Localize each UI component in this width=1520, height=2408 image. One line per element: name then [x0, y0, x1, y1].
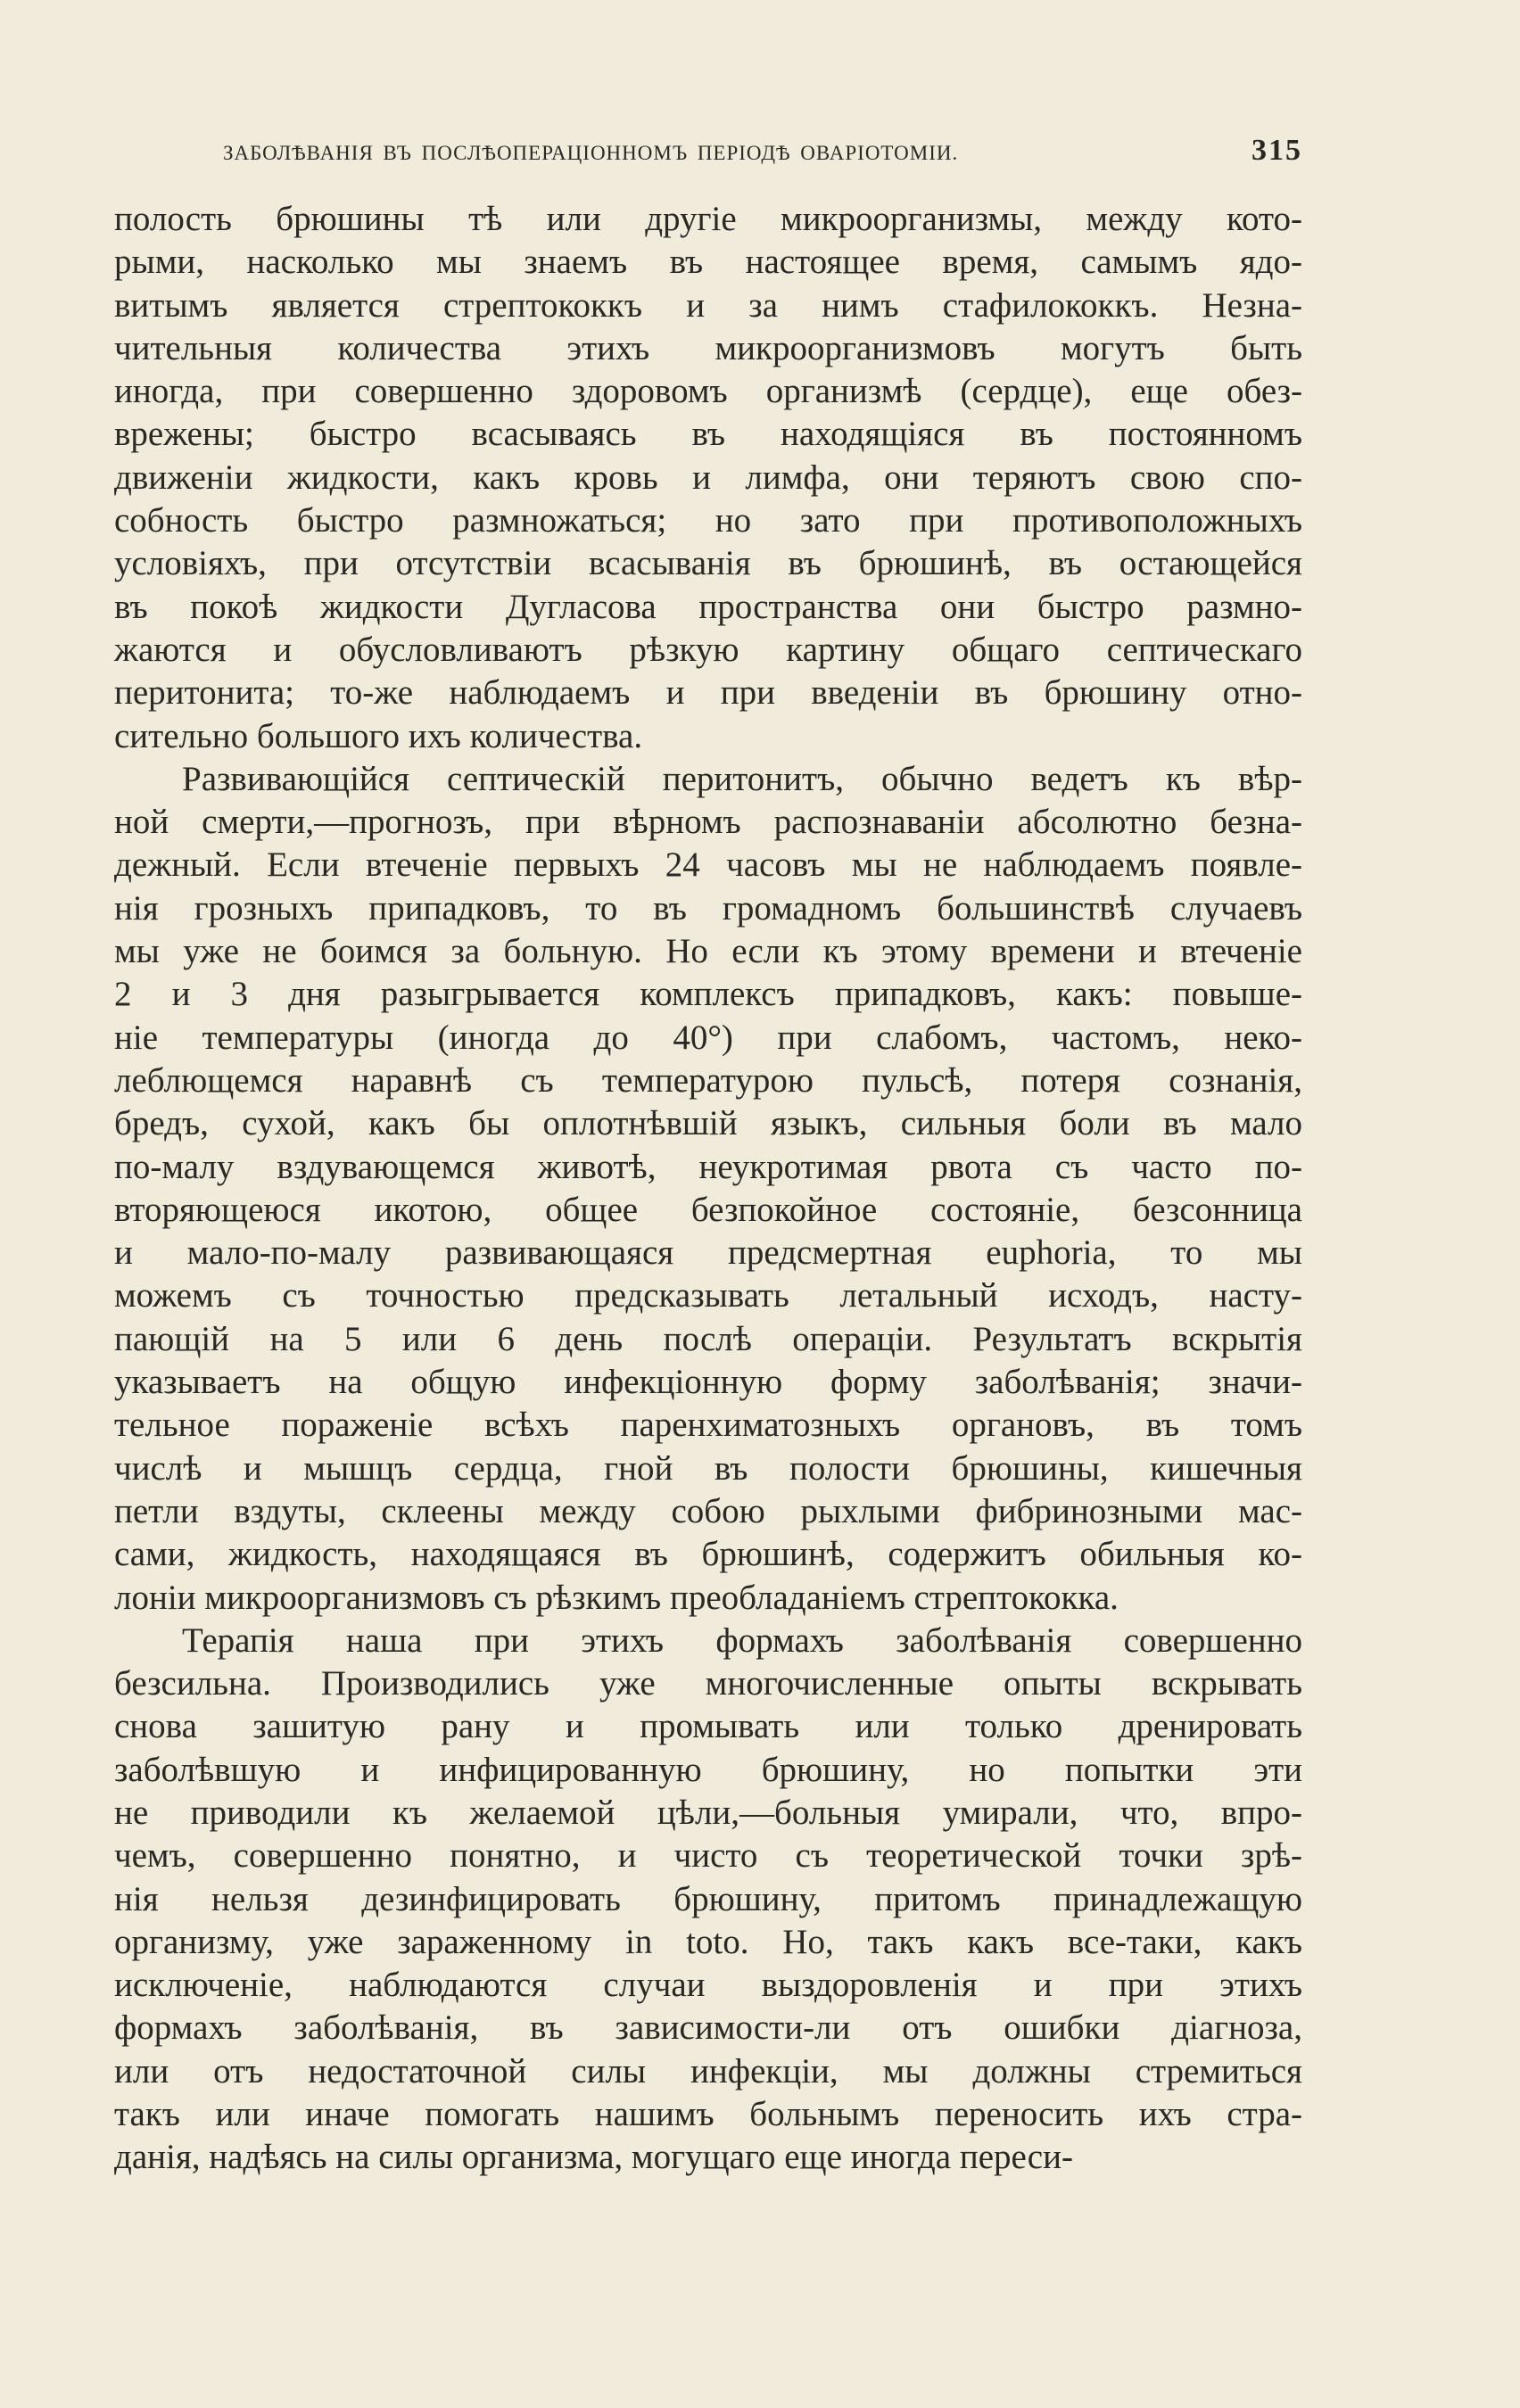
text-line: организму, уже зараженному in toto. Но, такъ какъ все-таки, какъ: [114, 1922, 1302, 1961]
text-line: витымъ является стрептококкъ и за нимъ стафилококкъ. Незна-: [114, 285, 1302, 325]
text-line: такъ или иначе помогать нашимъ больнымъ переносить ихъ стра-: [114, 2095, 1302, 2134]
text-line: заболѣвшую и инфицированную брюшину, но попытки эти: [114, 1750, 1302, 1789]
paragraph: [114, 1620, 1302, 2180]
text-line: перитонита; то-же наблюдаемъ и при введеніи въ брюшину отно-: [114, 673, 1302, 713]
text-line: петли вздуты, склеены между собою рыхлыми фибринозными мас-: [114, 1491, 1302, 1530]
text-line: ной смерти,—прогнозъ, при вѣрномъ распознаваніи абсолютно безна-: [114, 803, 1302, 842]
running-header-title: ЗАБОЛѢВАНІЯ ВЪ ПОСЛѢОПЕРАЦІОННОМЪ ПЕРІОДѢ ОВАРІОТОМІИ.: [223, 142, 959, 164]
paragraph: [114, 198, 1302, 758]
text-line: можемъ съ точностью предсказывать летальный исходъ, насту-: [114, 1276, 1302, 1315]
text-line: снова зашитую рану и промывать или только дренировать: [114, 1707, 1302, 1746]
text-line: Развивающійся септическій перитонитъ, обычно ведетъ къ вѣр-: [182, 759, 1302, 798]
text-line: чемъ, совершенно понятно, и чисто съ теоретической точки зрѣ-: [114, 1836, 1302, 1876]
text-line: нія нельзя дезинфицировать брюшину, притомъ принадлежащую: [114, 1879, 1302, 1918]
text-line: формахъ заболѣванія, въ зависимости-ли отъ ошибки діагноза,: [114, 2008, 1302, 2048]
text-line: и мало-по-малу развивающаяся предсмертная euphoria, то мы: [114, 1233, 1302, 1273]
text-line: Терапія наша при этихъ формахъ заболѣванія совершенно: [182, 1620, 1302, 1660]
text-line: числѣ и мышцъ сердца, гной въ полости брюшины, кишечныя: [114, 1448, 1302, 1488]
text-line: сительно большого ихъ количества.: [114, 716, 643, 755]
text-line: полость брюшины тѣ или другіе микроорганизмы, между кото-: [114, 200, 1302, 238]
text-line: дежный. Если втеченіе первыхъ 24 часовъ мы не наблюдаемъ появле-: [114, 845, 1302, 885]
text-line: въ покоѣ жидкости Дугласова пространства они быстро размно-: [114, 587, 1302, 626]
text-line: пающій на 5 или 6 день послѣ операціи. Результатъ вскрытія: [114, 1319, 1302, 1358]
text-line: иногда, при совершенно здоровомъ организмѣ (сердце), еще обез-: [114, 372, 1302, 411]
text-line: тельное пораженіе всѣхъ паренхиматозныхъ органовъ, въ томъ: [114, 1406, 1302, 1445]
text-line: по-малу вздувающемся животѣ, неукротимая рвота съ часто по-: [114, 1147, 1302, 1186]
text-line: или отъ недостаточной силы инфекціи, мы должны стремиться: [114, 2051, 1302, 2091]
text-line: не приводили къ желаемой цѣли,—больныя умирали, что, впро-: [114, 1793, 1302, 1832]
text-line: чительныя количества этихъ микроорганизмовъ могутъ быть: [114, 328, 1302, 367]
text-line: исключеніе, наблюдаются случаи выздоровленія и при этихъ: [114, 1966, 1302, 2005]
text-line: безсильна. Производились уже многочисленные опыты вскрывать: [114, 1664, 1302, 1703]
text-line: нія грозныхъ припадковъ, то въ громадномъ большинствѣ случаевъ: [114, 888, 1302, 928]
text-line: данія, надѣясь на силы организма, могущаго еще иногда переси-: [114, 2138, 1073, 2177]
text-line: условіяхъ, при отсутствіи всасыванія въ брюшинѣ, въ остающейся: [114, 544, 1302, 583]
body-text: [114, 198, 1302, 2180]
text-line: ніе температуры (иногда до 40°) при слабомъ, частомъ, неко-: [114, 1018, 1302, 1057]
text-line: 2 и 3 дня разыгрывается комплексъ припадковъ, какъ: повыше-: [114, 975, 1302, 1014]
running-header: [223, 134, 1302, 178]
text-line: мы уже не боимся за больную. Но если къ этому времени и втеченіе: [114, 932, 1302, 971]
text-line: жаются и обусловливаютъ рѣзкую картину общаго септическаго: [114, 630, 1302, 669]
text-line: леблющемся наравнѣ съ температурою пульсѣ, потеря сознанія,: [114, 1060, 1302, 1100]
text-line: движеніи жидкости, какъ кровь и лимфа, они теряютъ свою спо-: [114, 458, 1302, 497]
paragraph: [114, 758, 1302, 1620]
page-number: 315: [1252, 134, 1302, 167]
text-line: указываетъ на общую инфекціонную форму заболѣванія; значи-: [114, 1363, 1302, 1402]
text-line: лоніи микроорганизмовъ съ рѣзкимъ преобладаніемъ стрептококка.: [114, 1578, 1119, 1617]
text-line: врежены; быстро всасываясь въ находящіяся въ постоянномъ: [114, 415, 1302, 454]
text-line: собность быстро размножаться; но зато при противоположныхъ: [114, 501, 1302, 540]
text-line: рыми, насколько мы знаемъ въ настоящее время, самымъ ядо-: [114, 243, 1302, 282]
text-line: вторяющеюся икотою, общее безпокойное состояніе, безсонница: [114, 1190, 1302, 1229]
text-line: бредъ, сухой, какъ бы оплотнѣвшій языкъ, сильныя боли въ мало: [114, 1104, 1302, 1143]
text-line: сами, жидкость, находящаяся въ брюшинѣ, содержитъ обильныя ко-: [114, 1535, 1302, 1574]
